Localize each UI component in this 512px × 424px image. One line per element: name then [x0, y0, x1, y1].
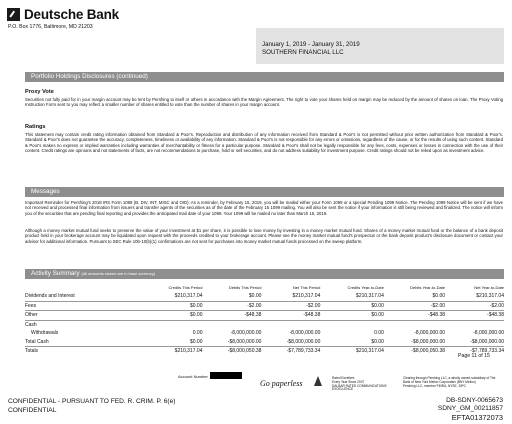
table-row	[25, 320, 504, 329]
deutsche-bank-logo-icon	[7, 8, 20, 21]
messages-title: Messages	[31, 188, 60, 195]
page-number: Page 11 of 15	[458, 353, 490, 359]
cell: $0.00	[189, 338, 203, 345]
column-header: Debits Year-to-Date	[410, 285, 446, 290]
cell: -$48.38	[384, 311, 445, 321]
column-header: Debits This Period	[228, 285, 262, 290]
messages-text-money-market: Although a money market mutual fund seeks to preserve the value of your investment at $1 per share, it is possible to lose money by investing in a money market mutual fund. Shares of a money market mutual fund or the balance of a bank deposit product held in your brokerage account may be liquidated upon request with the proceeds credited to your brokerage account. Please see the money market mutual fund's prospectus or the bank deposit product's disclosure document or contact your advisor for additional information. Pursuant to SEC Rule 10b-10(b)(1) confirmations are not sent for purchases into money market mutual funds processed on the sweep platform.	[25, 228, 503, 244]
table-header-row	[25, 283, 504, 292]
column-header: Credits Year-to-Date	[347, 285, 384, 290]
cell: 0.00	[192, 330, 203, 337]
cell: $0.00	[320, 311, 384, 321]
cell: -$8,000,000.00	[470, 338, 504, 345]
table-row	[25, 329, 504, 338]
cell: -$2.00	[445, 301, 504, 311]
row-label: Totals	[25, 347, 143, 356]
row-label: Dividends and Interest	[25, 293, 75, 300]
proxy-vote-heading: Proxy Vote	[25, 89, 54, 95]
cell: -$2.00	[384, 301, 445, 311]
cell: $0.00	[143, 311, 202, 321]
cell: $0.00	[248, 293, 262, 300]
cell: -$8,000,050.38	[384, 347, 445, 356]
cell: -$2.00	[261, 301, 320, 311]
cell: $0.00	[320, 301, 384, 311]
cell: 0.00	[374, 330, 384, 337]
cell: $210,317.04	[174, 293, 203, 300]
disclosures-section-bar	[25, 72, 504, 82]
cell: $210,317.04	[356, 293, 384, 300]
cell: -$48.38	[445, 311, 504, 321]
cell: -$8,000,000.00	[411, 338, 446, 345]
activity-summary-bar	[25, 269, 504, 279]
cell: $210,317.04	[320, 347, 384, 356]
cell: -8,000,000.00	[473, 330, 504, 337]
row-label: Other	[25, 311, 143, 321]
redaction-box	[210, 372, 242, 379]
cell: $0.00	[432, 293, 446, 300]
activity-summary-note: (All amounts shown are in base currency)	[81, 271, 155, 276]
column-header: Credits This Period	[168, 285, 203, 290]
cell: -$48.38	[261, 311, 320, 321]
cell: -$7,789,733.34	[445, 347, 504, 356]
clearing-disclosure: Clearing through Pershing LLC, a wholly owned subsidiary of The Bank of New York Mellon Corporation (BNY Mellon) Pershing LLC, member FINRA, NYSE, SIPC	[403, 376, 496, 388]
bank-address: P.O. Box 1776, Baltimore, MD 21203	[8, 24, 93, 30]
cell: -8,000,000.00	[414, 330, 446, 337]
table-row	[25, 311, 504, 321]
cell: -$8,000,000.00	[227, 338, 262, 345]
table-row	[25, 292, 504, 301]
cell: $0.00	[371, 338, 384, 345]
cell: $0.00	[143, 301, 202, 311]
disclosures-title: Portfolio Holdings Disclosures (continued)	[31, 73, 148, 80]
cell: -$8,000,000.00	[286, 338, 321, 345]
statement-period: January 1, 2019 - January 31, 2019	[262, 41, 360, 48]
cell: -$8,000,050.38	[202, 347, 261, 356]
activity-summary-table	[25, 283, 504, 356]
ratings-heading: Ratings	[25, 124, 46, 130]
row-label: Cash	[25, 320, 143, 329]
cell: -$7,789,733.34	[261, 347, 320, 356]
row-label: Withdrawals	[31, 330, 59, 337]
go-paperless-logo: Go paperless	[260, 379, 303, 388]
bates-db-sdny: DB-SDNY-0065673	[446, 397, 503, 404]
footer-confidential-notice: CONFIDENTIAL - PURSUANT TO FED. R. CRIM. P. 6(e)	[8, 398, 176, 405]
row-label: Fees	[25, 301, 143, 311]
column-header: Net This Period	[292, 285, 321, 290]
cell: -8,000,000.00	[230, 330, 262, 337]
ratings-text: This statement may contain credit rating information obtained from Standard & Poor's. Reproduction and distribution of any information received from Standard & Poor's is not permitted without prior written authorization from Standard & Poor's. Standard & Poor's does not guarantee the accuracy, completeness, timeliness or availability of any information. Standard & Poor's is not responsible for any errors or omissions, regardless of the cause, or for the results of using such content. Standard & Poor's makes no express or implied warranties including warranties of merchantability or fitness for a particular purpose. Standard & Poor's shall not be legally responsible for any fees, costs, expenses or losses in connection with the use of their content. Credit ratings are opinions and not statements of facts, are not recommendations to purchase, hold or sell securities, and do not address suitability for investment purpose. Credit ratings should not be relied upon as investment advice.	[25, 132, 503, 153]
activity-summary-title: Activity Summary	[31, 270, 80, 277]
cell: -$2.00	[202, 301, 261, 311]
cell: $210,317.04	[143, 347, 202, 356]
table-row	[25, 338, 504, 347]
messages-text-1099: Important Reminder for Pershing's 2018 IRS Form 1099 (B, DIV, INT, MISC and OID): As a reminder, by February 15, 2019, you will be mailed either your Form 1099 or a special Pending 1099 Notice. The Pending 1099 Notice will be sent if we have not received and processed final information from issuers and transfer agents of the securities as of the date of the February 15 1099 mailing. You will also be sent the notice if your information is still being reviewed and finalized. The notice will inform you of the securities that are pending final reporting and provides the anticipated mail date of your 1099. Your 1099 will be mailed no later than March 15, 2019.	[25, 200, 503, 216]
column-header: Net Year-to-Date	[474, 285, 504, 290]
footer-confidential: CONFIDENTIAL	[8, 407, 57, 414]
account-name: SOUTHERN FINANCIAL LLC	[262, 49, 344, 56]
cell: -$48.38	[202, 311, 261, 321]
dalbar-text: Rated Excellent Every Year Since 2007 DALBAR RATED COMMUNICATIONS EXCELLENCE	[332, 376, 387, 392]
messages-section-bar	[25, 187, 504, 197]
bates-efta: EFTA01372073	[451, 413, 503, 422]
dalbar-icon	[314, 376, 322, 386]
table-row	[25, 301, 504, 311]
brand-name: Deutsche Bank	[24, 7, 119, 22]
bates-sdny-gm: SDNY_GM_00211857	[437, 405, 503, 412]
cell: $210,317.04	[476, 293, 504, 300]
proxy-vote-text: Securities not fully paid for in your margin account may be lent by Pershing to itself or others in accordance with the Margin Agreement. The right to vote your shares held on margin may be reduced by the amount of shares on loan. The Proxy Voting Instruction Form sent to you may reflect a smaller number of shares entitled to vote than the number of shares in your margin account.	[25, 97, 503, 108]
row-label: Total Cash	[25, 338, 49, 345]
table-row-totals	[25, 347, 504, 356]
account-number-label: Account Number	[178, 374, 208, 379]
cell: $210,317.04	[292, 293, 321, 300]
cell: -8,000,000.00	[289, 330, 321, 337]
